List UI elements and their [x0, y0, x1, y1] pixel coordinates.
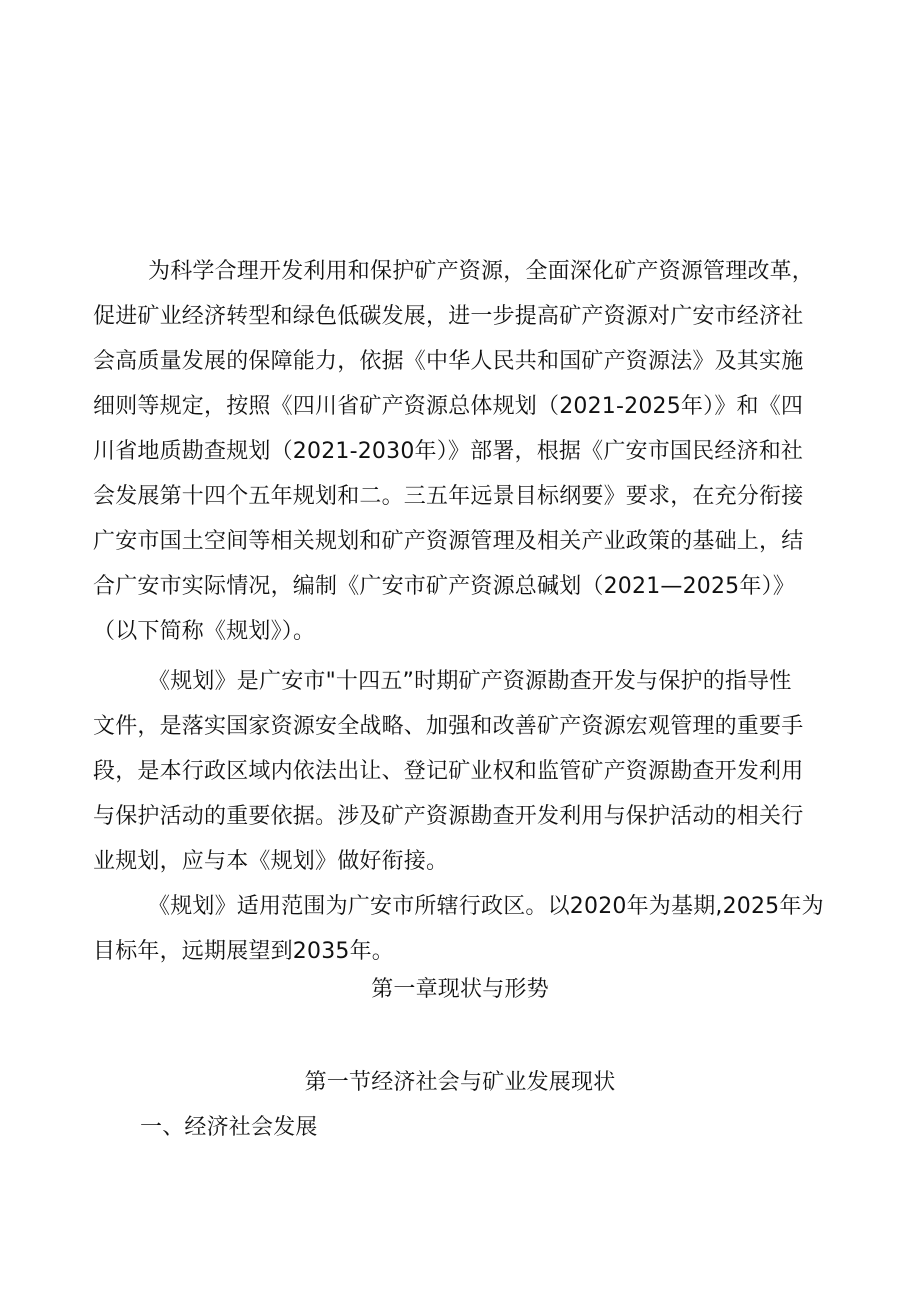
- section-title: 第一节经济社会与矿业发展现状: [304, 1070, 616, 1095]
- paragraph-3-line-2: 目标年，远期展望到2035年。: [93, 939, 394, 964]
- paragraph-2-line-1: 《规划》是广安市"十四五”时期矿产资源勘查开发与保护的指导性: [148, 669, 792, 694]
- paragraph-1-line-6: 会发展第十四个五年规划和二。三五年远景目标纲要》要求，在充分衔接: [93, 484, 804, 509]
- paragraph-1-line-9: （以下简称《规划》）。: [93, 619, 316, 644]
- paragraph-2-line-3: 段，是本行政区域内依法出让、登记矿业权和监管矿产资源勘查开发利用: [93, 759, 804, 784]
- paragraph-1-line-7: 广安市国土空间等相关规划和矿产资源管理及相关产业政策的基础上，结: [93, 529, 804, 554]
- chapter-title: 第一章现状与形势: [371, 977, 549, 1002]
- paragraph-2-line-5: 业规划，应与本《规划》做好衔接。: [93, 849, 449, 874]
- paragraph-1-line-5: 川省地质勘查规划（2021-2030年）》部署，根据《广安市国民经济和社: [93, 439, 804, 464]
- paragraph-1-line-2: 促进矿业经济转型和绿色低碳发展，进一步提高矿产资源对广安市经济社: [93, 304, 804, 329]
- paragraph-2-line-4: 与保护活动的重要依据。涉及矿产资源勘查开发利用与保护活动的相关行: [93, 804, 804, 829]
- paragraph-1-line-1: 为科学合理开发利用和保护矿产资源，全面深化矿产资源管理改革，: [148, 259, 815, 284]
- subsection-title: 一、经济社会发展: [140, 1115, 318, 1140]
- paragraph-1-line-4: 细则等规定，按照《四川省矿产资源总体规划（2021-2025年）》和《四: [93, 394, 804, 419]
- paragraph-1-line-8: 合广安市实际情况，编制《广安市矿产资源总碱划（2021—2025年）》: [93, 574, 795, 599]
- paragraph-3-line-1: 《规划》适用范围为广安市所辖行政区。以2020年为基期,2025年为: [148, 894, 824, 919]
- paragraph-1-line-3: 会高质量发展的保障能力，依据《中华人民共和国矿产资源法》及其实施: [93, 349, 804, 374]
- paragraph-2-line-2: 文件，是落实国家资源安全战略、加强和改善矿产资源宏观管理的重要手: [93, 714, 804, 739]
